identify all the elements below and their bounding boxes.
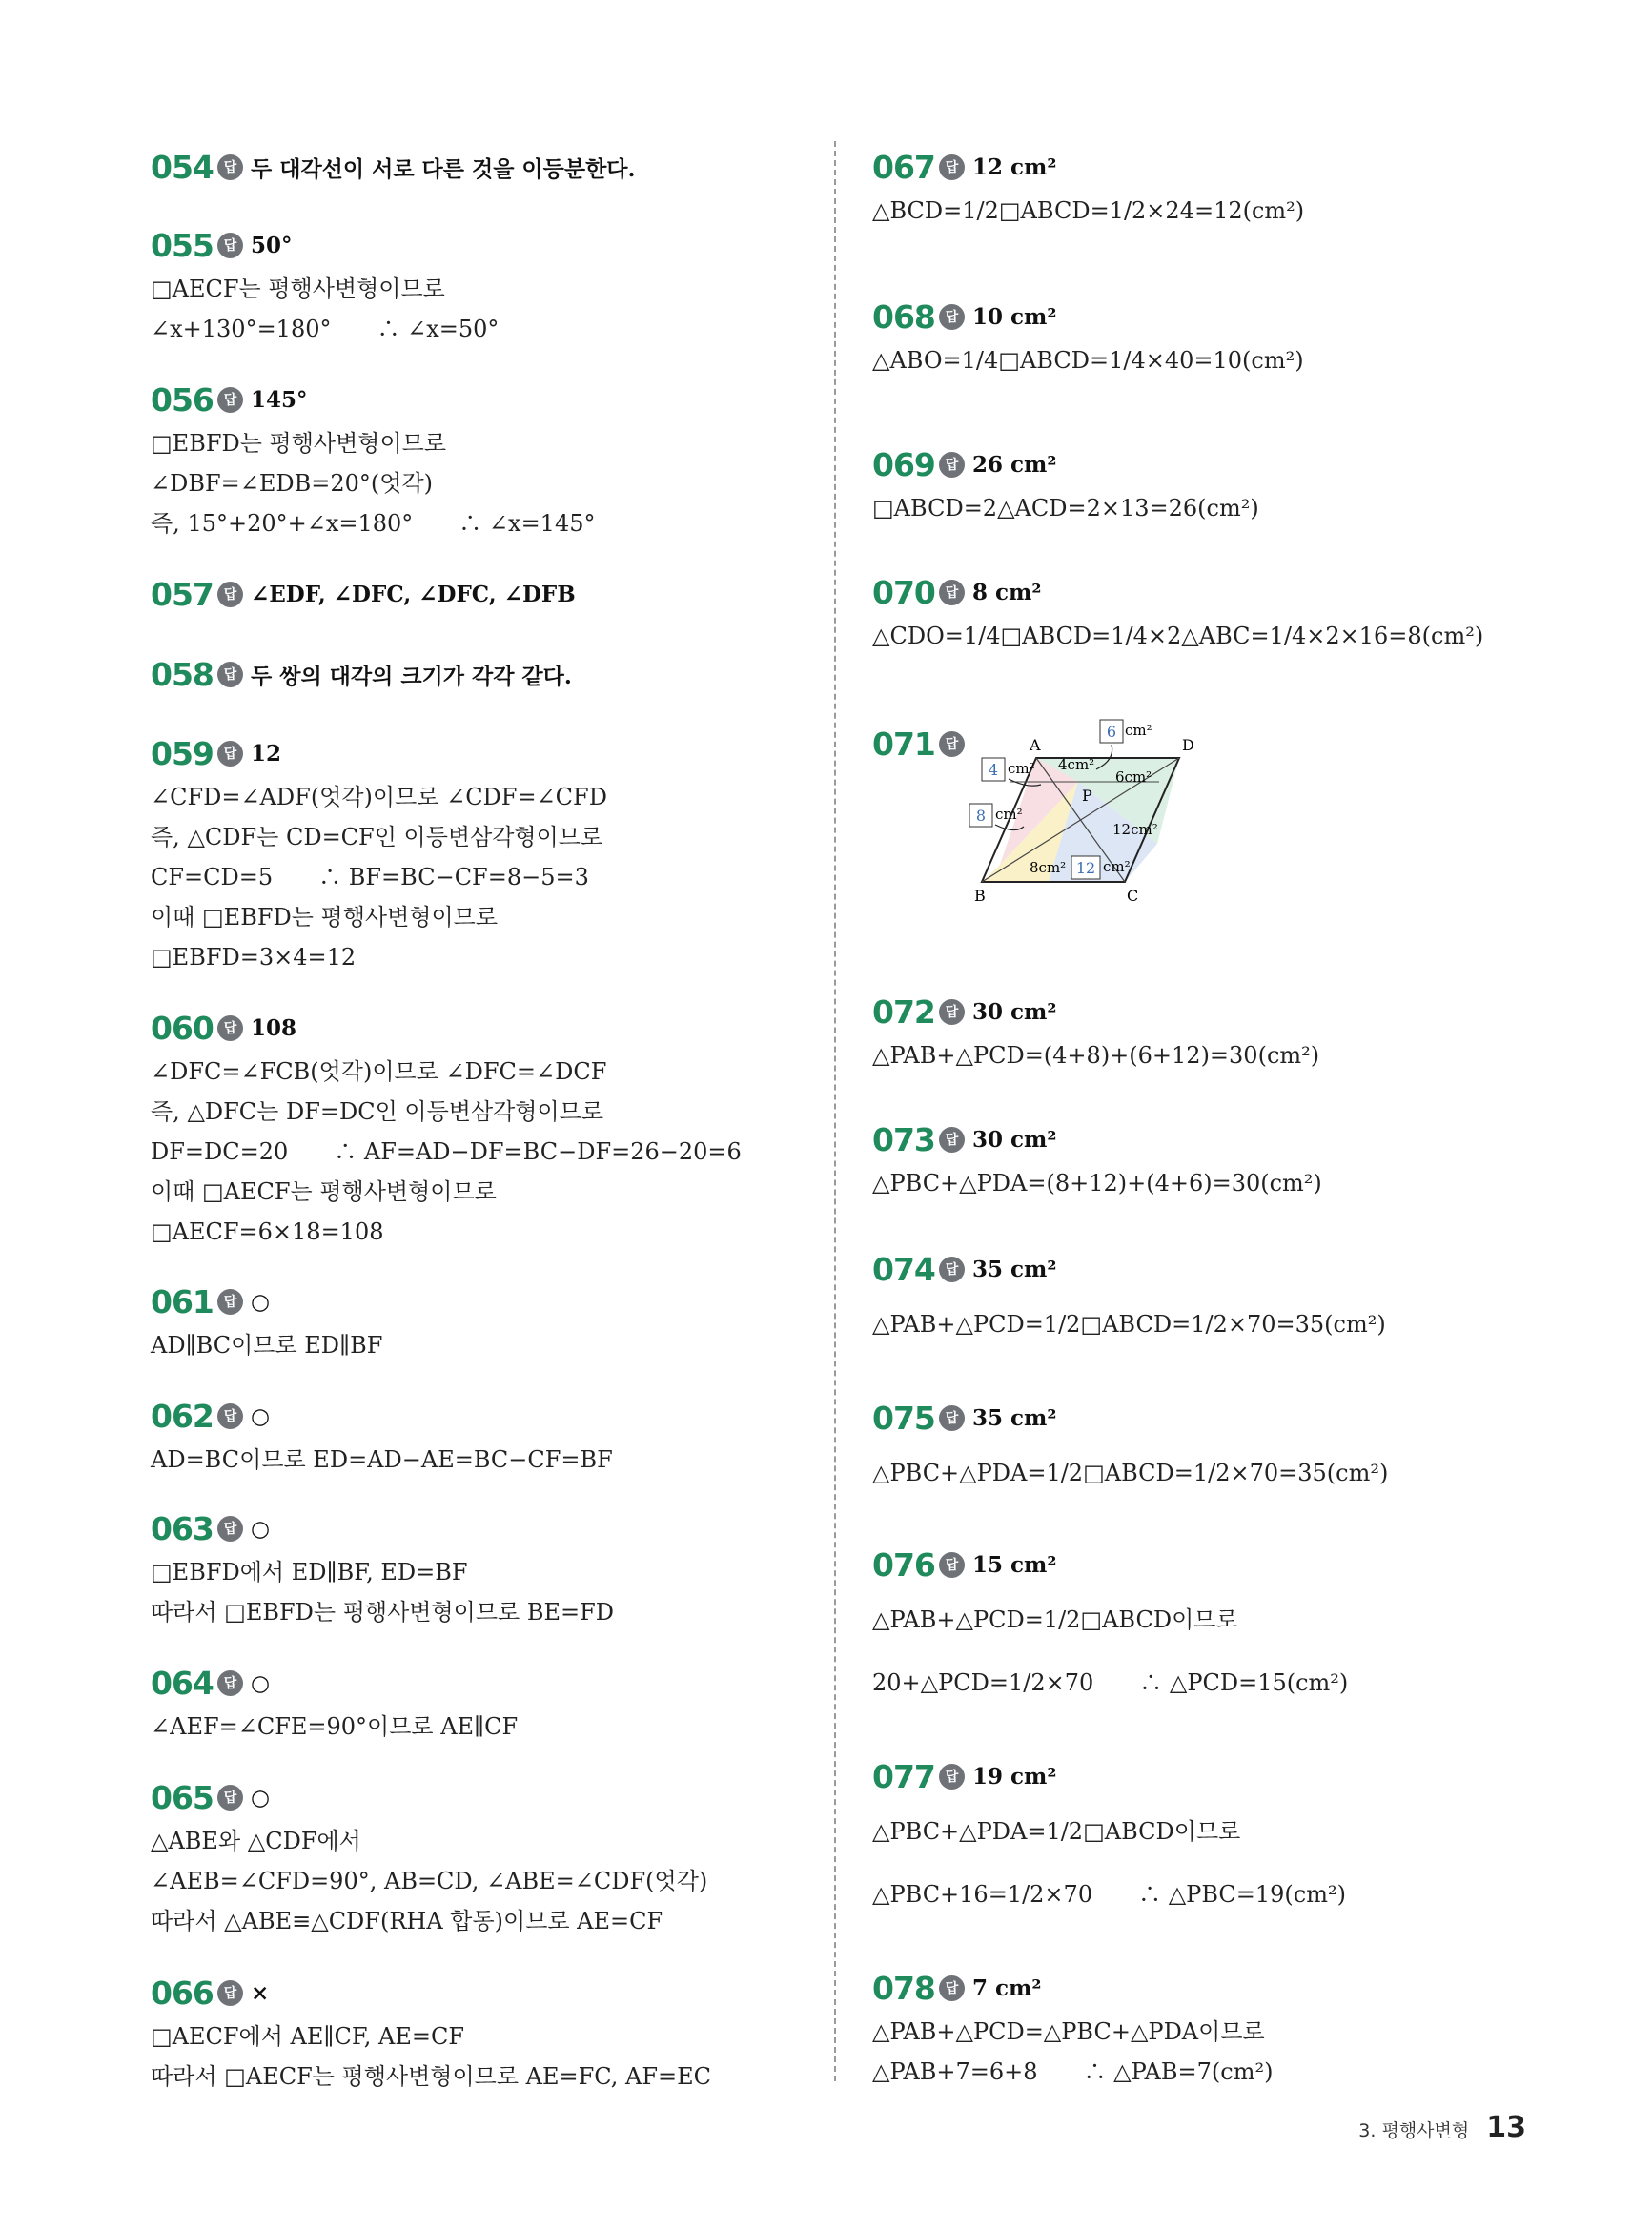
problem-069 [872, 440, 1559, 528]
problem-number: 076 [872, 1545, 935, 1584]
problem-number: 064 [151, 1664, 214, 1702]
problem-number: 061 [151, 1282, 214, 1320]
problem-number: 074 [872, 1250, 935, 1288]
problem-number: 065 [151, 1778, 214, 1816]
solution-line: 이때 □AECF는 평행사변형이므로 [151, 1178, 497, 1205]
problem-073 [872, 1115, 1559, 1203]
vertex-d-label: D [1182, 736, 1194, 754]
solution-line: □EBFD에서 ED∥BF, ED=BF [151, 1559, 468, 1586]
problem-075 [872, 1394, 1559, 1504]
answer-badge: 답 [939, 1552, 965, 1578]
answer-text: 35 cm² [972, 1404, 1057, 1431]
answer-text: ∠EDF, ∠DFC, ∠DFC, ∠DFB [251, 581, 576, 607]
answer-badge: 답 [217, 582, 243, 607]
parallelogram-figure [974, 720, 1325, 925]
problem-number: 070 [872, 573, 935, 611]
solution-line: 이때 □EBFD는 평행사변형이므로 [151, 904, 499, 931]
answer-badge: 답 [939, 304, 965, 330]
answer-badge: 답 [217, 1289, 243, 1315]
answer-badge: 답 [939, 1257, 965, 1282]
solution-line: ∠CFD=∠ADF(엇각)이므로 ∠CDF=∠CFD [151, 784, 607, 810]
problem-number: 056 [151, 380, 214, 419]
vertex-a-label: A [1030, 736, 1041, 754]
answer-badge: 답 [217, 1785, 243, 1811]
problem-number: 058 [151, 655, 214, 693]
solution-line: 따라서 △ABE≡△CDF(RHA 합동)이므로 AE=CF [151, 1908, 663, 1934]
region-label-top-left: 4cm² [1058, 756, 1095, 773]
problem-number: 077 [872, 1757, 935, 1795]
solution-line: □AECF는 평행사변형이므로 [151, 276, 445, 302]
answer-badge: 답 [939, 1127, 965, 1153]
problem-061 [151, 1278, 818, 1365]
solution-line: △CDO=1/4□ABCD=1/4×2△ABC=1/4×2×16=8(cm²) [872, 623, 1484, 649]
problem-number: 068 [872, 297, 935, 336]
problem-060 [151, 1004, 818, 1252]
answer-text: ○ [251, 1402, 271, 1429]
solution-line: ∠AEB=∠CFD=90°, AB=CD, ∠ABE=∠CDF(엇각) [151, 1868, 708, 1894]
problem-074 [872, 1245, 1559, 1356]
column-divider [834, 141, 836, 2081]
problem-067 [872, 143, 1559, 231]
answer-box-8-unit: cm² [995, 806, 1023, 823]
solution-line: △PBC+△PDA=(8+12)+(4+6)=30(cm²) [872, 1170, 1322, 1197]
problem-number: 054 [151, 148, 214, 186]
problem-056 [151, 376, 818, 543]
solution-line: △PBC+16=1/2×70 ∴ △PBC=19(cm²) [872, 1881, 1346, 1908]
solution-line: △PAB+△PCD=1/2□ABCD이므로 [872, 1606, 1238, 1633]
answer-badge: 답 [217, 233, 243, 258]
answer-text: × [251, 1979, 270, 2006]
answer-badge: 답 [217, 741, 243, 767]
problem-number: 057 [151, 575, 214, 613]
problem-077 [872, 1752, 1559, 1926]
problem-number: 063 [151, 1509, 214, 1547]
solution-line: □ABCD=2△ACD=2×13=26(cm²) [872, 495, 1259, 522]
answer-box-6-unit: cm² [1125, 722, 1152, 739]
solution-line: 따라서 □EBFD는 평행사변형이므로 BE=FD [151, 1599, 614, 1626]
answer-badge: 답 [217, 662, 243, 687]
problem-number: 055 [151, 226, 214, 264]
answer-box-4-unit: cm² [1008, 760, 1035, 777]
problem-number: 078 [872, 1969, 935, 2007]
answer-badge: 답 [939, 580, 965, 605]
answer-text: 7 cm² [972, 1974, 1042, 2001]
answer-text: ○ [251, 1288, 271, 1315]
page-number: 13 [1486, 2111, 1526, 2144]
solution-line: △PAB+△PCD=△PBC+△PDA이므로 [872, 2018, 1265, 2045]
vertex-p-label: P [1082, 787, 1092, 805]
answer-text: 12 cm² [972, 153, 1057, 180]
solution-line: AD=BC이므로 ED=AD−AE=BC−CF=BF [151, 1446, 613, 1473]
problem-064 [151, 1659, 818, 1747]
problem-071 [872, 720, 1559, 905]
problem-076 [872, 1541, 1559, 1714]
region-label-bottom-right: 12cm² [1112, 821, 1158, 838]
answer-badge: 답 [217, 1980, 243, 2006]
answer-text: ○ [251, 1784, 271, 1811]
problem-number: 066 [151, 1974, 214, 2012]
solution-line: ∠DFC=∠FCB(엇각)이므로 ∠DFC=∠DCF [151, 1058, 607, 1085]
solution-line: △PBC+△PDA=1/2□ABCD이므로 [872, 1818, 1241, 1845]
solution-line: △ABE와 △CDF에서 [151, 1828, 361, 1854]
answer-badge: 답 [217, 154, 243, 180]
problem-070 [872, 568, 1559, 656]
answer-badge: 답 [939, 154, 965, 180]
answer-box-4-value: 4 [988, 761, 999, 779]
solution-line: 즉, △CDF는 CD=CF인 이등변삼각형이므로 [151, 824, 603, 850]
problem-number: 072 [872, 992, 935, 1031]
solution-line: AD∥BC이므로 ED∥BF [151, 1332, 383, 1359]
solution-line: 즉, 15°+20°+∠x=180° ∴ ∠x=145° [151, 510, 596, 537]
region-label-top-right: 6cm² [1115, 768, 1152, 786]
solution-line: △PAB+7=6+8 ∴ △PAB=7(cm²) [872, 2058, 1274, 2085]
answer-badge: 답 [939, 1975, 965, 2001]
answer-text: ○ [251, 1515, 271, 1542]
problem-number: 071 [872, 725, 935, 763]
problem-062 [151, 1392, 818, 1480]
solution-line: □EBFD는 평행사변형이므로 [151, 430, 447, 457]
solution-line: △BCD=1/2□ABCD=1/2×24=12(cm²) [872, 197, 1305, 224]
solution-line: △PAB+△PCD=(4+8)+(6+12)=30(cm²) [872, 1042, 1320, 1069]
problem-066 [151, 1969, 818, 2097]
answer-badge: 답 [217, 1015, 243, 1041]
answer-text: 15 cm² [972, 1551, 1057, 1578]
solution-line: ∠DBF=∠EDB=20°(엇각) [151, 470, 434, 497]
answer-text: 30 cm² [972, 998, 1057, 1025]
solution-line: △PBC+△PDA=1/2□ABCD=1/2×70=35(cm²) [872, 1460, 1389, 1486]
answer-text: ○ [251, 1669, 271, 1696]
answer-text: 145° [251, 386, 308, 413]
solution-line: ∠x+130°=180° ∴ ∠x=50° [151, 316, 500, 342]
vertex-c-label: C [1127, 887, 1139, 905]
answer-badge: 답 [939, 1764, 965, 1790]
answer-text: 30 cm² [972, 1126, 1057, 1153]
problem-068 [872, 293, 1559, 380]
page-footer [1358, 2111, 1526, 2144]
answer-box-6-value: 6 [1106, 723, 1117, 741]
solution-line: 따라서 □AECF는 평행사변형이므로 AE=FC, AF=EC [151, 2063, 711, 2090]
problem-072 [872, 988, 1559, 1075]
solution-line: □AECF=6×18=108 [151, 1218, 384, 1245]
answer-badge: 답 [217, 387, 243, 413]
problem-058 [151, 650, 818, 698]
answer-badge: 답 [939, 1405, 965, 1431]
solution-line: □AECF에서 AE∥CF, AE=CF [151, 2023, 464, 2050]
answer-text: 108 [251, 1014, 297, 1041]
problem-number: 069 [872, 445, 935, 483]
answer-text: 10 cm² [972, 303, 1057, 330]
problem-054 [151, 143, 818, 191]
solution-line: 20+△PCD=1/2×70 ∴ △PCD=15(cm²) [872, 1669, 1349, 1696]
answer-text: 두 쌍의 대각의 크기가 각각 같다. [251, 663, 572, 689]
problem-057 [151, 570, 818, 618]
answer-text: 50° [251, 232, 293, 258]
problem-number: 075 [872, 1399, 935, 1437]
answer-badge: 답 [939, 731, 965, 757]
answer-badge: 답 [939, 452, 965, 478]
solution-line: DF=DC=20 ∴ AF=AD−DF=BC−DF=26−20=6 [151, 1138, 742, 1165]
problem-065 [151, 1773, 818, 1941]
answer-text: 두 대각선이 서로 다른 것을 이등분한다. [251, 155, 636, 182]
answer-badge: 답 [217, 1516, 243, 1542]
problem-number: 073 [872, 1120, 935, 1158]
solution-line: CF=CD=5 ∴ BF=BC−CF=8−5=3 [151, 864, 589, 890]
problem-number: 060 [151, 1009, 214, 1047]
answer-box-12-unit: cm² [1103, 858, 1131, 875]
answer-text: 8 cm² [972, 579, 1042, 605]
chapter-title: 3. 평행사변형 [1358, 2120, 1470, 2141]
answer-text: 19 cm² [972, 1763, 1057, 1790]
solution-line: △ABO=1/4□ABCD=1/4×40=10(cm²) [872, 347, 1304, 374]
solution-line: ∠AEF=∠CFE=90°이므로 AE∥CF [151, 1713, 519, 1740]
solution-line: □EBFD=3×4=12 [151, 944, 357, 971]
answer-text: 35 cm² [972, 1256, 1057, 1282]
problem-number: 059 [151, 734, 214, 772]
problem-055 [151, 221, 818, 349]
answer-box-12-value: 12 [1075, 859, 1096, 877]
answer-badge: 답 [217, 1403, 243, 1429]
problem-063 [151, 1504, 818, 1632]
answer-badge: 답 [217, 1670, 243, 1696]
problem-number: 062 [151, 1397, 214, 1435]
answer-box-8-value: 8 [975, 807, 987, 825]
answer-badge: 답 [939, 999, 965, 1025]
problem-078 [872, 1964, 1559, 2092]
solution-line: △PAB+△PCD=1/2□ABCD=1/2×70=35(cm²) [872, 1311, 1386, 1338]
solution-line: 즉, △DFC는 DF=DC인 이등변삼각형이므로 [151, 1098, 604, 1125]
answer-text: 26 cm² [972, 451, 1057, 478]
problem-059 [151, 729, 818, 977]
problem-number: 067 [872, 148, 935, 186]
answer-text: 12 [251, 740, 282, 767]
vertex-b-label: B [974, 887, 986, 905]
region-label-bottom-left: 8cm² [1030, 859, 1067, 876]
